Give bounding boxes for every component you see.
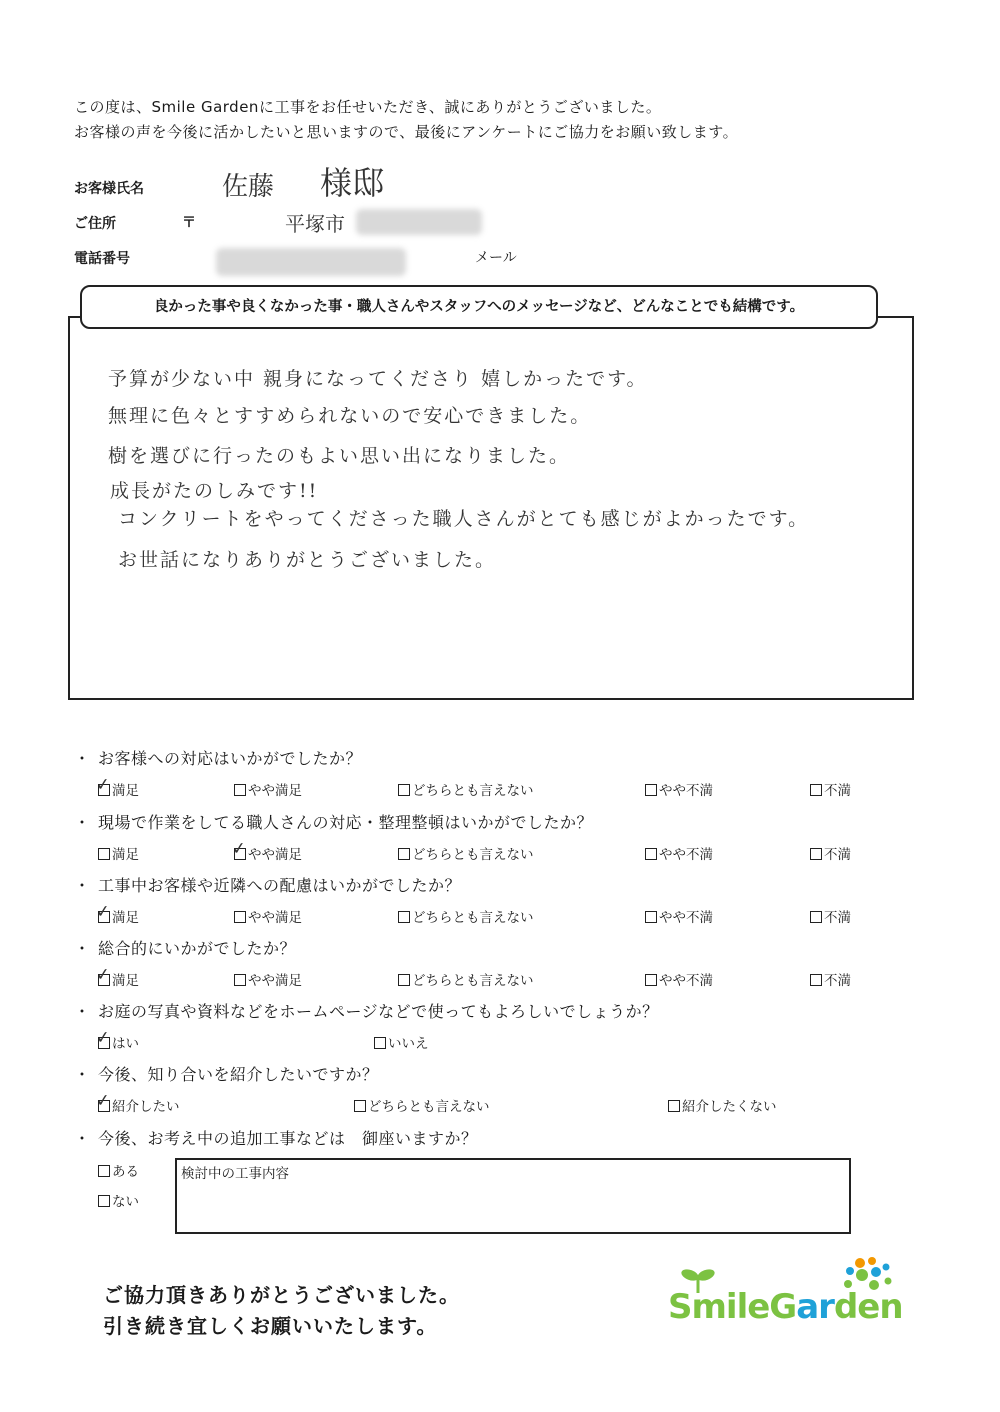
option-label: やや不満 <box>659 910 713 926</box>
checkbox[interactable] <box>374 1037 386 1049</box>
question-5-option-2[interactable] <box>374 1032 429 1052</box>
question-bullet: ・ <box>74 876 91 895</box>
option-label: 満足 <box>112 973 139 989</box>
checkbox[interactable] <box>645 974 657 986</box>
question-5: お庭の写真や資料などをホームページなどで使ってもよろしいでしょうか？ <box>98 1002 659 1021</box>
option-label: やや満足 <box>248 910 302 926</box>
customer-name-suffix: 様邸 <box>320 164 385 202</box>
question-4-option-5[interactable] <box>810 969 851 989</box>
question-3-option-3[interactable] <box>398 906 534 926</box>
check-icon: ✓ <box>94 1090 112 1112</box>
option-label: やや満足 <box>248 973 302 989</box>
question-bullet: ・ <box>74 749 91 768</box>
phone-label: 電話番号 <box>74 251 130 267</box>
option-label: どちらとも言えない <box>412 973 534 989</box>
question-2-option-3[interactable] <box>398 843 534 863</box>
logo-garden-ar: ar <box>796 1287 834 1327</box>
question-2-option-5[interactable] <box>810 843 851 863</box>
checkbox[interactable] <box>398 911 410 923</box>
checkbox[interactable] <box>398 848 410 860</box>
option-label: どちらとも言えない <box>412 847 534 863</box>
question-7-option-2[interactable] <box>98 1190 139 1210</box>
check-icon: ✓ <box>230 838 248 860</box>
message-line-1: 予算が少ない中 親身になってくださり 嬉しかったです。 <box>108 368 648 390</box>
option-label: やや不満 <box>659 847 713 863</box>
checkbox[interactable] <box>98 848 110 860</box>
question-1-option-1[interactable] <box>94 774 139 799</box>
address-label: ご住所 <box>74 216 116 232</box>
option-label: やや不満 <box>659 973 713 989</box>
checkbox[interactable] <box>234 784 246 796</box>
question-3-option-5[interactable] <box>810 906 851 926</box>
option-label: 紹介したくない <box>682 1099 777 1115</box>
logo-garden-den: den <box>833 1287 903 1327</box>
option-label: やや満足 <box>248 783 302 799</box>
message-line-6: お世話になりありがとうございました。 <box>118 549 497 571</box>
intro-line-1: この度は、Smile Gardenに工事をお任せいただき、誠にありがとうございました。 <box>74 98 662 116</box>
logo-garden-g: G <box>769 1287 797 1327</box>
option-label: どちらとも言えない <box>412 910 534 926</box>
question-1-option-2[interactable] <box>234 779 302 799</box>
question-3-option-4[interactable] <box>645 906 713 926</box>
question-6-option-3[interactable] <box>668 1095 777 1115</box>
option-label: はい <box>112 1036 139 1052</box>
question-7-option-1[interactable] <box>98 1160 139 1180</box>
thanks-line-1: ご協力頂きありがとうございました。 <box>103 1283 460 1307</box>
checkbox[interactable] <box>94 1027 112 1049</box>
checkbox[interactable] <box>94 774 112 796</box>
question-4-option-1[interactable] <box>94 964 139 989</box>
checkbox[interactable] <box>230 838 248 860</box>
checkbox[interactable] <box>234 974 246 986</box>
check-icon: ✓ <box>94 901 112 923</box>
checkbox[interactable] <box>398 974 410 986</box>
question-1-option-5[interactable] <box>810 779 851 799</box>
option-label: 不満 <box>824 847 851 863</box>
checkbox[interactable] <box>645 784 657 796</box>
question-2-option-2[interactable] <box>230 838 302 863</box>
question-4-option-3[interactable] <box>398 969 534 989</box>
question-1: お客様への対応はいかがでしたか？ <box>98 749 363 768</box>
address-redacted <box>356 209 482 235</box>
message-line-3: 樹を選びに行ったのもよい思い出になりました。 <box>108 445 571 467</box>
question-2-option-4[interactable] <box>645 843 713 863</box>
question-3-option-1[interactable] <box>94 901 139 926</box>
message-line-4: 成長がたのしみです!! <box>110 480 319 502</box>
question-4-option-4[interactable] <box>645 969 713 989</box>
checkbox[interactable] <box>98 1195 110 1207</box>
customer-name-value: 佐藤 <box>222 172 275 202</box>
checkbox[interactable] <box>810 784 822 796</box>
checkbox[interactable] <box>645 911 657 923</box>
email-label: メール <box>475 250 517 266</box>
thanks-line-2: 引き続き宜しくお願いいたします。 <box>103 1314 438 1338</box>
option-label: 満足 <box>112 847 139 863</box>
option-label: どちらとも言えない <box>368 1099 490 1115</box>
checkbox[interactable] <box>810 848 822 860</box>
option-label: いいえ <box>388 1036 429 1052</box>
question-6-option-1[interactable] <box>94 1090 180 1115</box>
checkbox[interactable] <box>234 911 246 923</box>
checkbox[interactable] <box>94 901 112 923</box>
check-icon: ✓ <box>94 774 112 796</box>
option-label: 満足 <box>112 910 139 926</box>
question-bullet: ・ <box>74 1065 91 1084</box>
question-6-option-2[interactable] <box>354 1095 490 1115</box>
question-bullet: ・ <box>74 939 91 958</box>
question-5-option-1[interactable] <box>94 1027 139 1052</box>
checkbox[interactable] <box>398 784 410 796</box>
checkbox[interactable] <box>645 848 657 860</box>
question-3: 工事中お客様や近隣への配慮はいかがでしたか？ <box>98 876 462 895</box>
question-7: 今後、お考え中の追加工事などは 御座いますか？ <box>98 1129 478 1148</box>
checkbox[interactable] <box>810 911 822 923</box>
message-header: 良かった事や良くなかった事・職人さんやスタッフへのメッセージなど、どんなことでも結構です。 <box>80 285 878 329</box>
question-bullet: ・ <box>74 1002 91 1021</box>
additional-work-box-label: 検討中の工事内容 <box>181 1166 289 1182</box>
option-label: ある <box>112 1164 139 1180</box>
customer-name-label: お客様氏名 <box>74 181 144 197</box>
question-1-option-3[interactable] <box>398 779 534 799</box>
phone-redacted <box>216 248 406 276</box>
checkbox[interactable] <box>98 1165 110 1177</box>
option-label: やや不満 <box>659 783 713 799</box>
question-6: 今後、知り合いを紹介したいですか？ <box>98 1065 379 1084</box>
checkbox[interactable] <box>668 1100 680 1112</box>
option-label: ない <box>112 1194 139 1210</box>
option-label: 紹介したい <box>112 1099 180 1115</box>
question-bullet: ・ <box>74 813 91 832</box>
postal-mark: 〒 <box>182 215 196 231</box>
question-3-option-2[interactable] <box>234 906 302 926</box>
option-label: 不満 <box>824 910 851 926</box>
question-2: 現場で作業をしてる職人さんの対応・整理整頓はいかがでしたか？ <box>98 813 594 832</box>
checkbox[interactable] <box>94 1090 112 1112</box>
option-label: どちらとも言えない <box>412 783 534 799</box>
question-2-option-1[interactable] <box>98 843 139 863</box>
checkbox[interactable] <box>354 1100 366 1112</box>
question-1-option-4[interactable] <box>645 779 713 799</box>
checkbox[interactable] <box>94 964 112 986</box>
check-icon: ✓ <box>94 1027 112 1049</box>
logo-smile-text: Smile <box>668 1287 770 1327</box>
option-label: 不満 <box>824 783 851 799</box>
intro-line-2: お客様の声を今後に活かしたいと思いますので、最後にアンケートにご協力をお願い致します。 <box>74 123 739 141</box>
option-label: やや満足 <box>248 847 302 863</box>
smile-garden-logo <box>666 1255 906 1335</box>
message-line-2: 無理に色々とすすめられないので安心できました。 <box>108 405 592 427</box>
question-bullet: ・ <box>74 1129 91 1148</box>
question-4-option-2[interactable] <box>234 969 302 989</box>
check-icon: ✓ <box>94 964 112 986</box>
option-label: 満足 <box>112 783 139 799</box>
message-line-5: コンクリートをやってくださった職人さんがとても感じがよかったです。 <box>118 508 810 530</box>
additional-work-box[interactable] <box>175 1158 851 1234</box>
address-value: 平塚市 <box>285 212 345 236</box>
question-4: 総合的にいかがでしたか？ <box>98 939 297 958</box>
checkbox[interactable] <box>810 974 822 986</box>
option-label: 不満 <box>824 973 851 989</box>
